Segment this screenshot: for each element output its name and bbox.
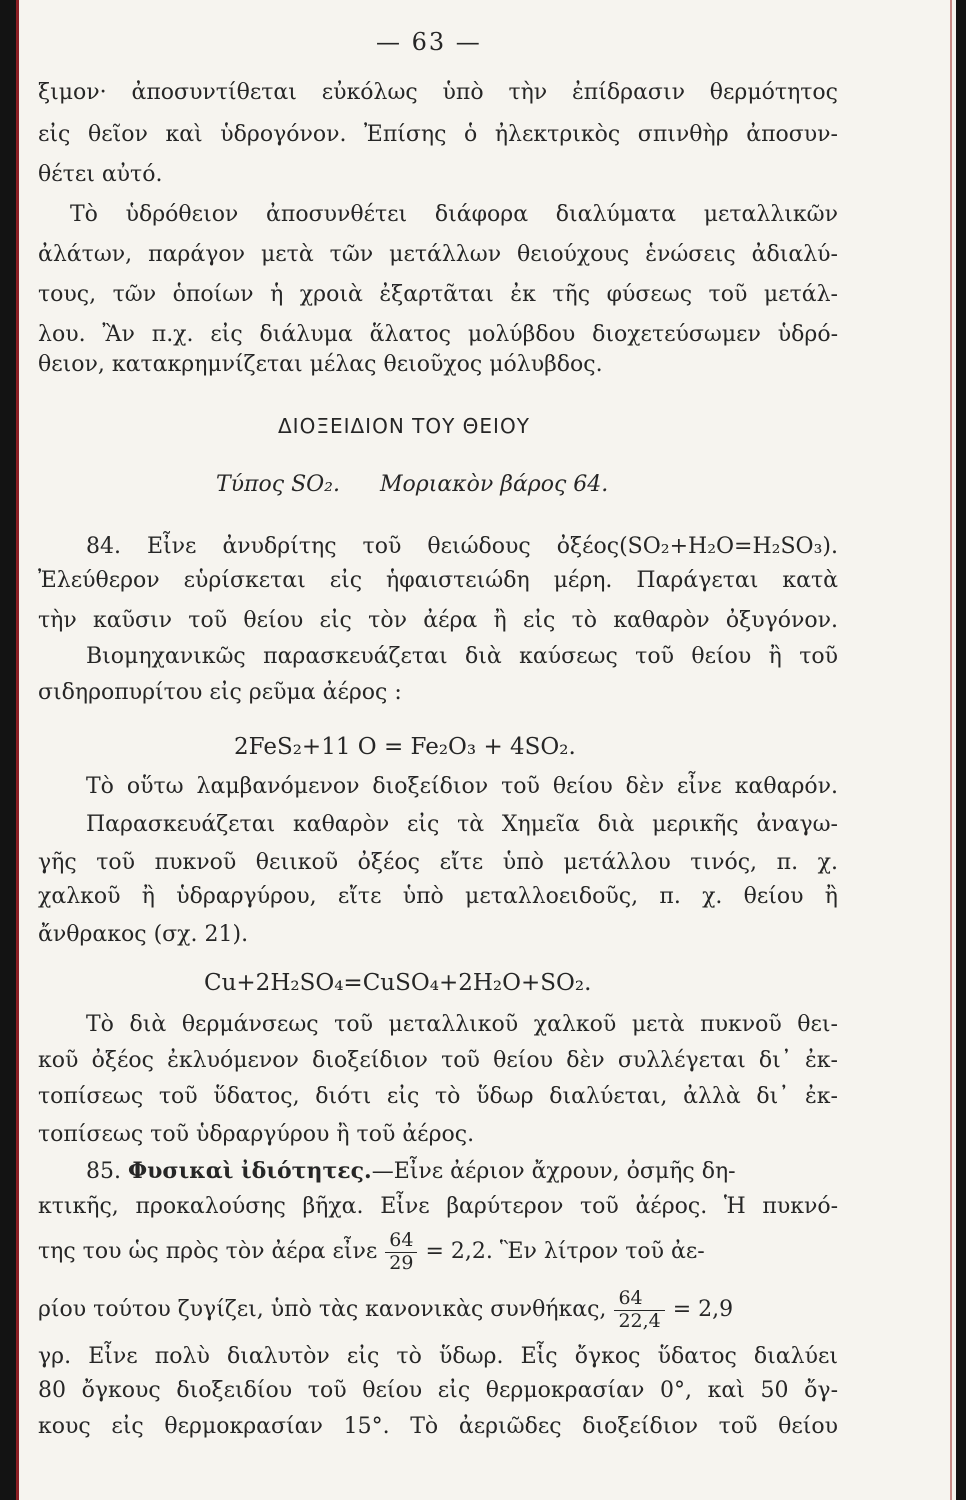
text-span: = 2,2. Ἓν λίτρον τοῦ ἀε- — [425, 1239, 705, 1264]
text-line: Παρασκευάζεται καθαρὸν εἰς τὰ Χημεῖα διὰ μερικῆς ἀναγω- — [86, 812, 838, 837]
text-line: χαλκοῦ ἢ ὑδραργύρου, εἴτε ὑπὸ μεταλλοειδοῦς, π. χ. θείου ἢ — [38, 884, 838, 909]
fraction-numerator: 64 — [385, 1230, 417, 1253]
text-span: = 2,9 — [672, 1297, 734, 1322]
text-line-with-fraction — [38, 1286, 838, 1334]
text-line: Τὸ διὰ θερμάνσεως τοῦ μεταλλικοῦ χαλκοῦ μετὰ πυκνοῦ θει- — [86, 1012, 838, 1037]
text-line: Ἐλεύθερον εὑρίσκεται εἰς ἡφαιστειώδη μέρη. Παράγεται κατὰ — [38, 568, 838, 593]
chemical-equation: Cu+2H₂SO₄=CuSO₄+2H₂O+SO₂. — [204, 970, 592, 996]
text-line: ξιμον· ἀποσυντίθεται εὐκόλως ὑπὸ τὴν ἐπίδρασιν θερμότητος — [38, 80, 838, 105]
text-line: ἀλάτων, παράγον μετὰ τῶν μετάλλων θειούχους ἑνώσεις ἀδιαλύ- — [38, 242, 838, 267]
section-heading: ΔΙΟΞΕΙΔΙΟΝ ΤΟΥ ΘΕΙΟΥ — [278, 414, 530, 438]
text-line: 80 ὄγκους διοξειδίου τοῦ θείου εἰς θερμοκρασίαν 0°, καὶ 50 ὄγ- — [38, 1378, 838, 1403]
formula-type: Τύπος SO₂. — [216, 472, 340, 497]
paragraph-number: 85. — [86, 1159, 121, 1184]
chemical-equation: 2FeS₂+11 O = Fe₂O₃ + 4SO₂. — [234, 734, 576, 760]
text-span: ρίου τούτου ζυγίζει, ὑπὸ τὰς κανονικὰς συνθήκας, — [38, 1297, 607, 1322]
formula-subheading — [216, 472, 608, 497]
text-line: θέτει αὐτό. — [38, 162, 163, 187]
density-fraction — [385, 1230, 417, 1275]
text-line: τοπίσεως τοῦ ὑδραργύρου ἢ τοῦ ἀέρος. — [38, 1122, 475, 1147]
molar-weight: Μοριακὸν βάρος 64. — [380, 472, 609, 497]
fraction-denominator: 22,4 — [618, 1309, 661, 1332]
text-line: Τὸ οὕτω λαμβανόμενον διοξείδιον τοῦ θείου δὲν εἶνε καθαρόν. — [86, 774, 838, 799]
fraction-numerator: 64 — [614, 1288, 664, 1311]
text-line: τὴν καῦσιν τοῦ θείου εἰς τὸν ἀέρα ἢ εἰς τὸ καθαρὸν ὀξυγόνον. — [38, 608, 838, 633]
text-line: θειον, κατακρημνίζεται μέλας θειοῦχος μόλυβδος. — [38, 352, 603, 377]
text-line: γρ. Εἶνε πολὺ διαλυτὸν εἰς τὸ ὕδωρ. Εἷς ὄγκος ὕδατος διαλύει — [38, 1344, 838, 1369]
text-span: —Εἶνε ἀέριον ἄχρουν, ὀσμῆς δη- — [371, 1159, 736, 1184]
book-page — [16, 0, 956, 1500]
text-line: Τὸ ὑδρόθειον ἀποσυνθέτει διάφορα διαλύματα μεταλλικῶν — [70, 202, 838, 227]
section-title-bold: Φυσικαὶ ἰδιότητες. — [128, 1158, 372, 1184]
text-line: γῆς τοῦ πυκνοῦ θειικοῦ ὀξέος εἴτε ὑπὸ μετάλλου τινός, π. χ. — [38, 850, 838, 875]
text-line: 84. Εἶνε ἀνυδρίτης τοῦ θειώδους ὀξέος(SO₂+H₂O=H₂SO₃). — [86, 534, 838, 559]
text-line: Βιομηχανικῶς παρασκευάζεται διὰ καύσεως τοῦ θείου ἢ τοῦ — [86, 644, 838, 669]
text-line: τοπίσεως τοῦ ὕδατος, διότι εἰς τὸ ὕδωρ διαλύεται, ἀλλὰ δι᾿ ἐκ- — [38, 1084, 838, 1109]
text-line: ἄνθρακος (σχ. 21). — [38, 922, 249, 947]
text-span: της του ὡς πρὸς τὸν ἀέρα εἶνε — [38, 1239, 378, 1264]
text-line — [86, 1160, 838, 1183]
text-line: εἰς θεῖον καὶ ὑδρογόνον. Ἐπίσης ὁ ἠλεκτρικὸς σπινθὴρ ἀποσυν- — [38, 122, 838, 147]
text-line: σιδηροπυρίτου εἰς ρεῦμα ἀέρος : — [38, 680, 402, 705]
text-line: λου. Ἂν π.χ. εἰς διάλυμα ἅλατος μολύβδου διοχετεύσωμεν ὑδρό- — [38, 322, 838, 347]
page-edge-left — [16, 0, 19, 1500]
page-edge-right — [950, 0, 952, 1500]
text-line: τους, τῶν ὁποίων ἡ χροιὰ ἐξαρτᾶται ἐκ τῆς φύσεως τοῦ μετάλ- — [38, 282, 838, 307]
text-line-with-fraction — [38, 1228, 838, 1276]
text-line: κτικῆς, προκαλούσης βῆχα. Εἶνε βαρύτερον τοῦ ἀέρος. Ἡ πυκνό- — [38, 1194, 838, 1219]
text-line: κους εἰς θερμοκρασίαν 15°. Τὸ ἀεριῶδες διοξείδιον τοῦ θείου — [38, 1414, 838, 1439]
page-number: — 63 — — [376, 28, 482, 56]
fraction-denominator: 29 — [389, 1251, 414, 1274]
text-line: κοῦ ὀξέος ἐκλυόμενον διοξείδιον τοῦ θείου δὲν συλλέγεται δι᾿ ἐκ- — [38, 1048, 838, 1073]
mass-fraction — [614, 1288, 664, 1333]
